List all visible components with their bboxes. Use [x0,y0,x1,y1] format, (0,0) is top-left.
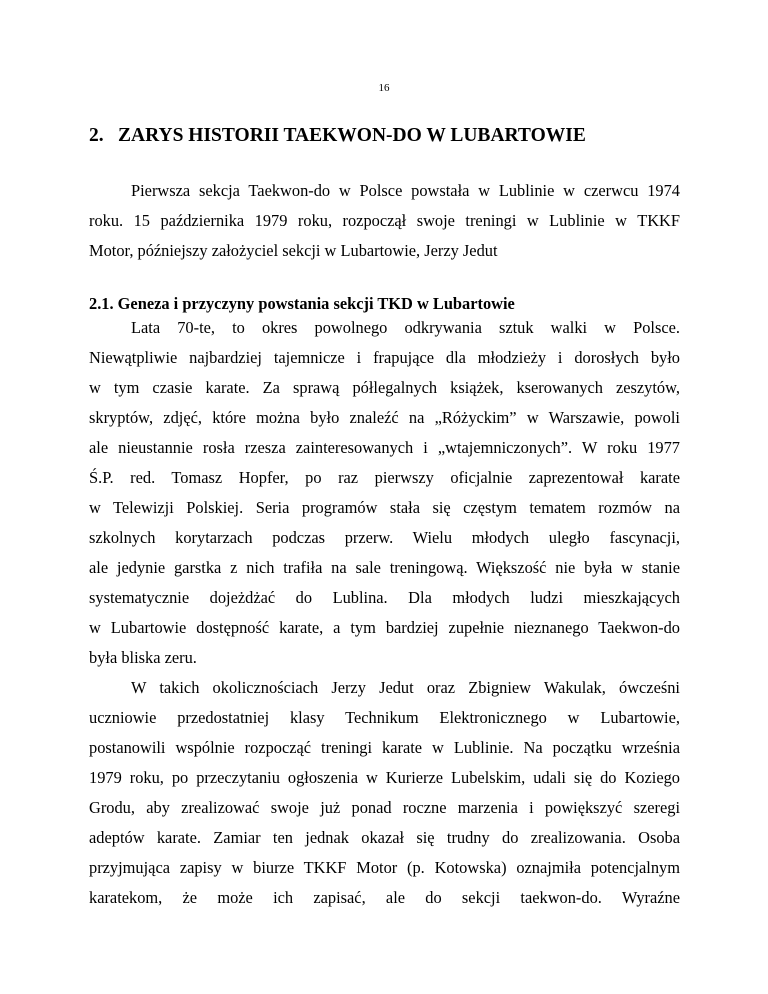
text-line: Pierwsza sekcja Taekwon-do w Polsce powstała w Lublinie w czerwcu 1974 [131,181,680,200]
page-number: 16 [378,82,390,94]
text-line: karatekom, że może ich zapisać, ale do sekcji taekwon-do. Wyraźne [89,888,680,907]
text-line: przyjmująca zapisy w biurze TKKF Motor (p. Kotowska) oznajmiła potencjalnym [89,858,680,877]
chapter-title: ZARYS HISTORII TAEKWON-DO W LUBARTOWIE [118,125,586,146]
text-line: szkolnych korytarzach podczas przerw. Wielu młodych uległo fascynacji, [89,528,680,547]
text-line: w Telewizji Polskiej. Seria programów stała się częstym tematem rozmów na [89,498,680,517]
text-line: systematycznie dojeżdżać do Lublina. Dla młodych ludzi mieszkających [89,588,680,607]
text-line: postanowili wspólnie rozpocząć treningi karate w Lublinie. Na początku września [89,738,680,757]
text-line: ale jedynie garstka z nich trafiła na sale treningową. Większość nie była w stanie [89,558,680,577]
chapter-number: 2. [89,125,104,146]
text-line: roku. 15 października 1979 roku, rozpoczął swoje treningi w Lublinie w TKKF [89,211,680,230]
text-line: W takich okolicznościach Jerzy Jedut oraz Zbigniew Wakulak, ówcześni [131,678,680,697]
text-line: skryptów, zdjęć, które można było znaleźć na „Różyckim” w Warszawie, powoli [89,408,680,427]
section-heading: 2.1. Geneza i przyczyny powstania sekcji TKD w Lubartowie [89,294,515,313]
text-line: w tym czasie karate. Za sprawą półlegalnych książek, kserowanych zeszytów, [89,378,680,397]
text-line: adeptów karate. Zamiar ten jednak okazał się trudny do zrealizowania. Osoba [89,828,680,847]
paragraph-1 [89,313,680,673]
text-line: 1979 roku, po przeczytaniu ogłoszenia w Kurierze Lubelskim, udali się do Koziego [89,768,680,787]
text-line: Grodu, aby zrealizować swoje już ponad roczne marzenia i powiększyć szeregi [89,798,680,817]
text-line: w Lubartowie dostępność karate, a tym bardziej zupełnie nieznanego Taekwon-do [89,618,680,637]
text-line: Niewątpliwie najbardziej tajemnicze i frapujące dla młodzieży i dorosłych było [89,348,680,367]
intro-paragraph [89,176,680,266]
text-line: była bliska zeru. [89,648,197,667]
paragraph-2 [89,673,680,913]
text-line: Motor, późniejszy założyciel sekcji w Lubartowie, Jerzy Jedut [89,241,498,260]
body-text-block [89,313,680,913]
text-line: Ś.P. red. Tomasz Hopfer, po raz pierwszy oficjalnie zaprezentował karate [89,468,680,487]
chapter-heading [89,125,586,147]
intro-paragraph-block [89,176,680,266]
text-line: ale nieustannie rosła rzesza zainteresowanych i „wtajemniczonych”. W roku 1977 [89,438,680,457]
text-line: uczniowie przedostatniej klasy Technikum Elektronicznego w Lubartowie, [89,708,680,727]
text-line: Lata 70-te, to okres powolnego odkrywania sztuk walki w Polsce. [131,318,680,337]
